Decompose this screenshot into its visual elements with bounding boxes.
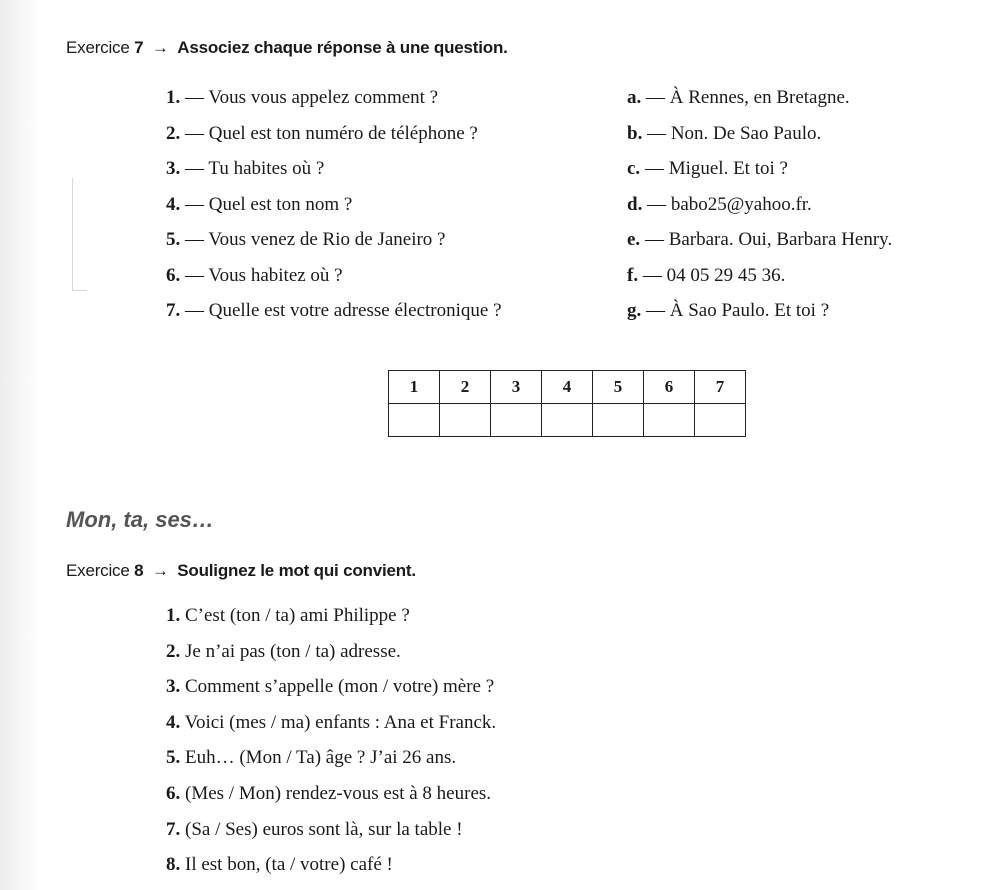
question-text: — Vous habitez où ?	[185, 264, 343, 286]
question-item	[166, 193, 502, 229]
question-number: 3.	[166, 158, 181, 179]
grid-header-cell: 1	[389, 371, 440, 404]
answer-text: — Miguel. Et toi ?	[644, 158, 788, 179]
sentence-text: (Sa / Ses) euros sont là, sur la table !	[185, 818, 463, 840]
sentence-text: Euh… (Mon / Ta) âge ? J’ai 26 ans.	[185, 747, 457, 769]
answer-item	[627, 193, 892, 229]
sentence-number: 4.	[166, 711, 181, 733]
answer-grid-input-row	[389, 404, 746, 437]
question-number: 4.	[166, 193, 181, 215]
answer-grid	[388, 370, 746, 437]
question-number: 2.	[166, 122, 181, 144]
answer-item	[627, 86, 892, 122]
sentence-number: 7.	[166, 818, 181, 840]
grid-header-cell: 3	[491, 371, 542, 404]
sentence-text: Il est bon, (ta / votre) café !	[185, 854, 393, 876]
answer-item	[627, 299, 892, 335]
exercise-7-instruction: Associez chaque réponse à une question.	[177, 38, 508, 57]
grid-header-cell: 6	[644, 371, 695, 404]
sentence-text: Comment s’appelle (mon / votre) mère ?	[185, 676, 495, 698]
question-number: 1.	[166, 87, 181, 108]
answer-letter: e.	[627, 229, 641, 250]
answer-item	[627, 122, 892, 158]
question-text: — Tu habites où ?	[185, 158, 325, 179]
answer-text: — babo25@yahoo.fr.	[647, 193, 812, 215]
grid-answer-cell[interactable]	[491, 404, 542, 437]
arrow-icon: →	[151, 38, 169, 57]
answer-item	[627, 264, 892, 300]
question-item	[166, 86, 502, 122]
sentence-text: Voici (mes / ma) enfants : Ana et Franck.	[184, 711, 497, 733]
answer-text: — À Sao Paulo. Et toi ?	[646, 300, 830, 321]
sentence-number: 5.	[166, 747, 181, 769]
answer-letter: c.	[627, 158, 641, 179]
sentence-text: (Mes / Mon) rendez-vous est à 8 heures.	[185, 782, 492, 804]
exercise-7-heading	[66, 38, 508, 58]
question-number: 6.	[166, 264, 181, 286]
scan-shadow	[0, 0, 38, 890]
section-title: Mon, ta, ses…	[66, 507, 214, 532]
exercise-8-number: 8	[134, 561, 144, 580]
grid-header-cell: 7	[695, 371, 746, 404]
answer-text: — Non. De Sao Paulo.	[647, 122, 822, 144]
question-number: 7.	[166, 300, 181, 321]
sentence-number: 8.	[166, 854, 181, 876]
answer-text: — Barbara. Oui, Barbara Henry.	[644, 229, 893, 250]
sentence-text: Je n’ai pas (ton / ta) adresse.	[185, 640, 401, 662]
grid-answer-cell[interactable]	[644, 404, 695, 437]
grid-header-cell: 4	[542, 371, 593, 404]
exercise-8-heading	[66, 561, 416, 581]
question-number: 5.	[166, 229, 181, 250]
sentence-item	[166, 711, 496, 747]
sentence-item	[166, 853, 496, 889]
sentence-number: 3.	[166, 676, 181, 698]
grid-answer-cell[interactable]	[542, 404, 593, 437]
question-item	[166, 122, 502, 158]
sentence-number: 6.	[166, 782, 181, 804]
exercise-8-word: Exercice	[66, 561, 130, 580]
sentence-item	[166, 782, 496, 818]
answer-letter: a.	[627, 87, 642, 108]
sentence-item	[166, 746, 496, 782]
question-text: — Quel est ton numéro de téléphone ?	[185, 122, 478, 144]
answer-item	[627, 157, 892, 193]
sentence-list	[166, 604, 496, 889]
grid-header-cell: 5	[593, 371, 644, 404]
exercise-7-word: Exercice	[66, 38, 130, 57]
question-text: — Quel est ton nom ?	[185, 193, 353, 215]
sentence-item	[166, 818, 496, 854]
grid-answer-cell[interactable]	[695, 404, 746, 437]
question-item	[166, 228, 502, 264]
answer-letter: g.	[627, 300, 642, 321]
question-item	[166, 264, 502, 300]
question-text: — Vous vous appelez comment ?	[185, 87, 439, 108]
answer-list	[627, 86, 892, 335]
answer-text: — 04 05 29 45 36.	[642, 264, 786, 286]
sentence-item	[166, 675, 496, 711]
sentence-number: 1.	[166, 605, 181, 626]
question-text: — Vous venez de Rio de Janeiro ?	[185, 229, 446, 250]
answer-letter: d.	[627, 193, 643, 215]
sentence-item	[166, 640, 496, 676]
question-item	[166, 157, 502, 193]
answer-letter: b.	[627, 122, 643, 144]
grid-answer-cell[interactable]	[389, 404, 440, 437]
grid-answer-cell[interactable]	[593, 404, 644, 437]
exercise-7-number: 7	[134, 38, 144, 57]
margin-bracket-mark	[72, 178, 87, 291]
question-text: — Quelle est votre adresse électronique ?	[185, 300, 502, 321]
answer-grid-header-row	[389, 371, 746, 404]
answer-item	[627, 228, 892, 264]
arrow-icon: →	[151, 561, 169, 580]
exercise-8-instruction: Soulignez le mot qui convient.	[177, 561, 416, 580]
grid-answer-cell[interactable]	[440, 404, 491, 437]
sentence-item	[166, 604, 496, 640]
question-list	[166, 86, 502, 335]
answer-letter: f.	[627, 264, 639, 286]
question-item	[166, 299, 502, 335]
grid-header-cell: 2	[440, 371, 491, 404]
sentence-text: C’est (ton / ta) ami Philippe ?	[185, 605, 410, 626]
answer-text: — À Rennes, en Bretagne.	[646, 87, 850, 108]
sentence-number: 2.	[166, 640, 181, 662]
